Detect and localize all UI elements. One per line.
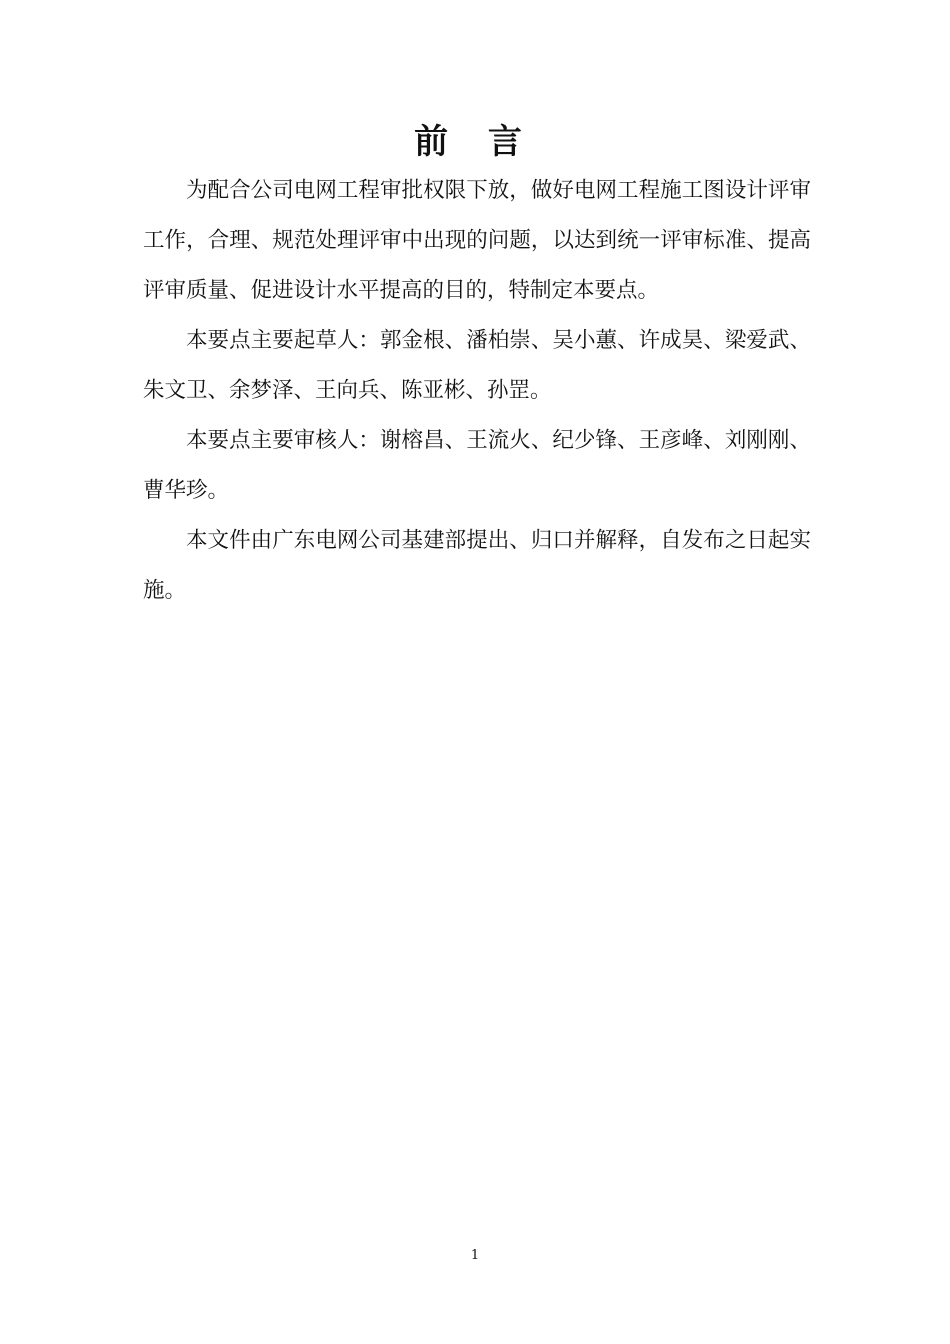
page-title: 前 言: [414, 122, 536, 162]
paragraph-issuer: 本文件由广东电网公司基建部提出、归口并解释，自发布之日起实施。: [143, 528, 811, 603]
page-number: 1: [470, 1248, 480, 1263]
paragraph-drafters: 本要点主要起草人：郭金根、潘柏崇、吴小蕙、许成昊、梁爱武、朱文卫、余梦泽、王向兵、陈亚彬、孙罡。: [143, 328, 811, 403]
preface-body: [143, 166, 811, 616]
paragraph-purpose: 为配合公司电网工程审批权限下放，做好电网工程施工图设计评审工作，合理、规范处理评审中出现的问题，以达到统一评审标准、提高评审质量、促进设计水平提高的目的，特制定本要点。: [143, 178, 811, 303]
paragraph-reviewers: 本要点主要审核人：谢榕昌、王流火、纪少锋、王彦峰、刘刚刚、曹华珍。: [143, 428, 811, 503]
